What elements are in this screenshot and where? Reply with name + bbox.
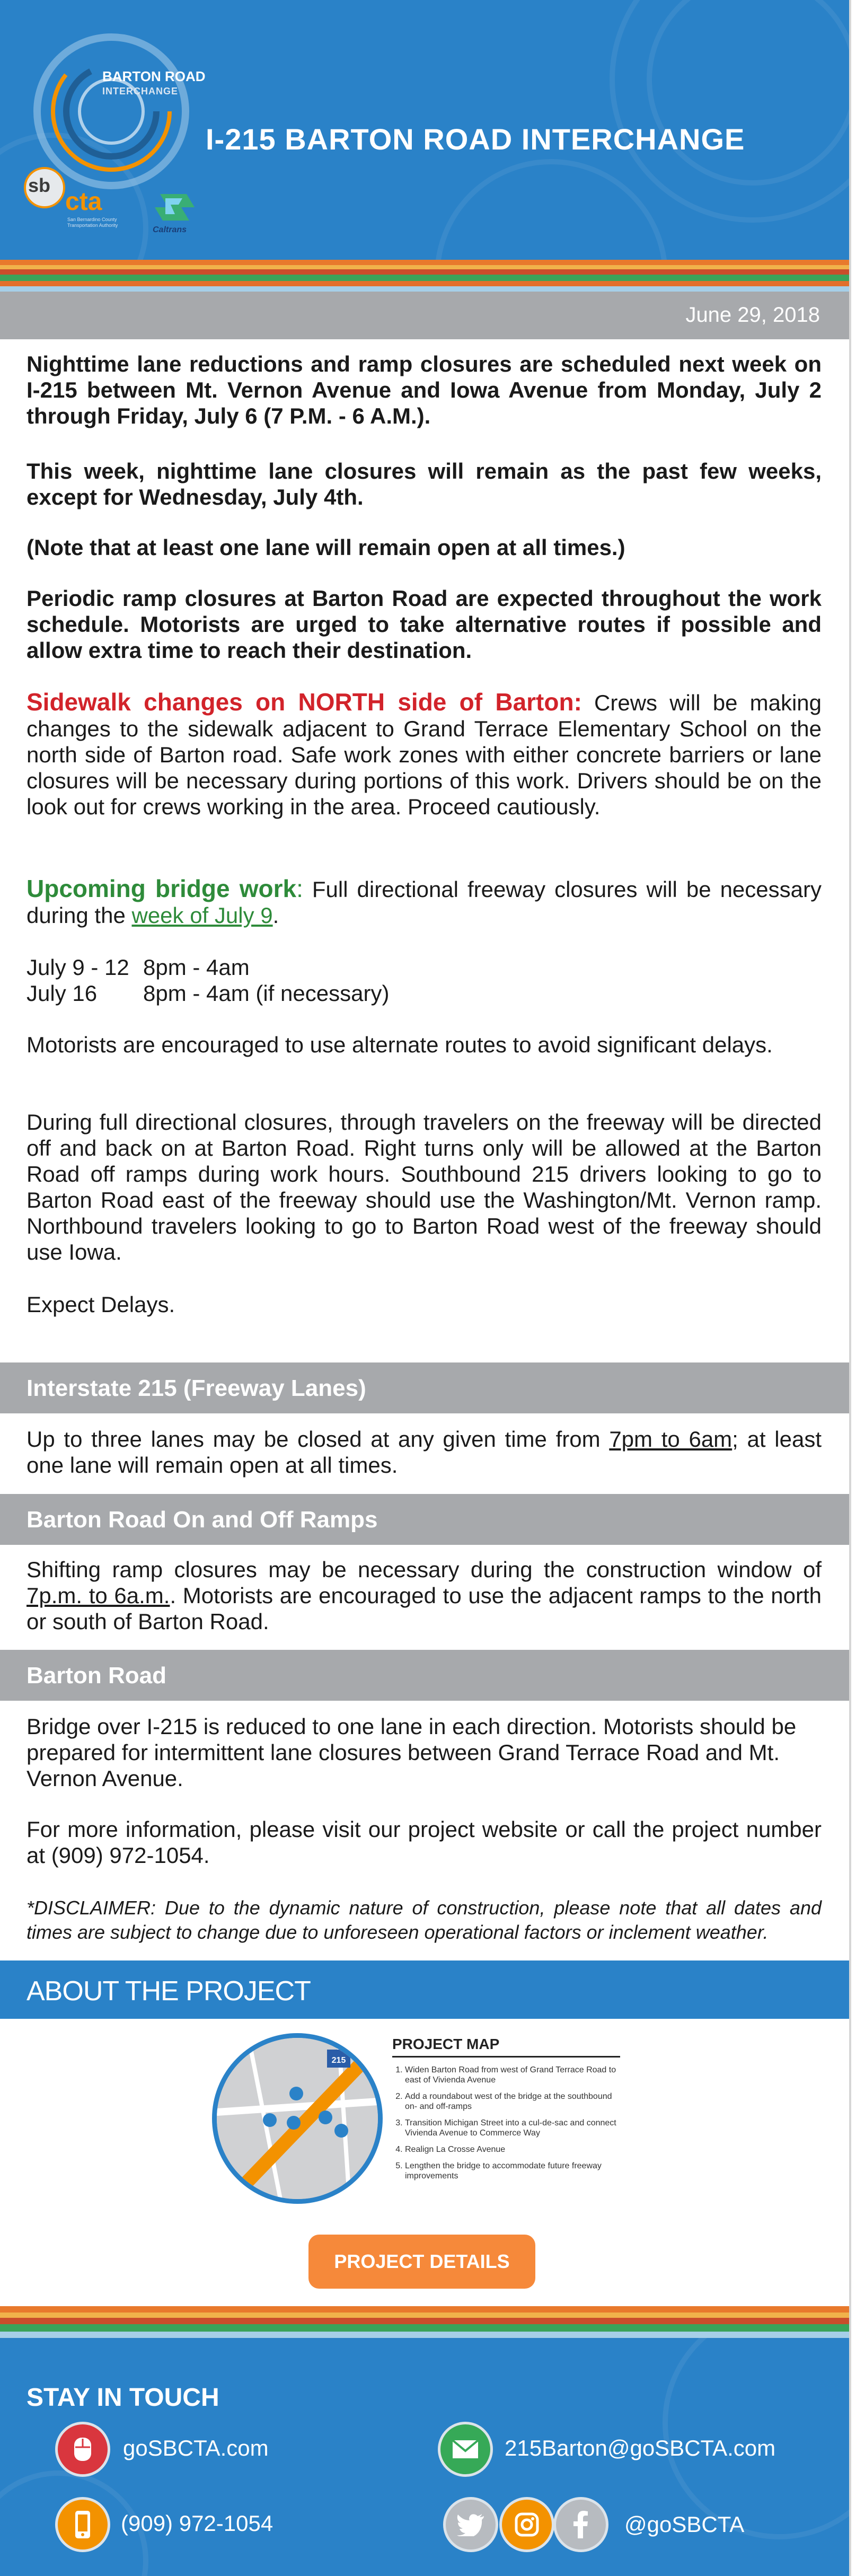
list-item: 4. Realign La Crosse Avenue	[405, 2144, 620, 2155]
alternate-routes-paragraph: Motorists are encouraged to use alternate routes to avoid significant delays.	[27, 1032, 773, 1057]
freeway-paragraph	[27, 1426, 822, 1478]
page-title: I-215 BARTON ROAD INTERCHANGE	[206, 122, 745, 156]
sidewalk-heading: Sidewalk changes on NORTH side of Barton:	[27, 688, 582, 716]
logo-text	[102, 69, 206, 99]
bridge-section	[27, 876, 822, 928]
twitter-icon[interactable]	[443, 2497, 498, 2552]
bridge-text: Full directional freeway closures will be necessary during the	[27, 877, 822, 928]
about-title: ABOUT THE PROJECT	[27, 1976, 311, 2007]
email-link[interactable]: 215Barton@goSBCTA.com	[505, 2436, 776, 2460]
more-info-paragraph: For more information, please visit our project website or call the project number at (909) 972-1054.	[27, 1817, 822, 1868]
section-header-ramps	[0, 1494, 849, 1545]
freeway-text-end: ; at least one lane will remain open at all times.	[27, 1427, 822, 1478]
intro-paragraph-3: (Note that at least one lane will remain open at all times.)	[27, 535, 625, 560]
expect-delays-text: Expect Delays.	[27, 1292, 175, 1317]
bridge-heading-colon: :	[296, 875, 303, 902]
ramps-text-end: . Motorists are encouraged to use the adjacent ramps to the north or south of Barton Road.	[27, 1583, 822, 1634]
week-of-july-9-link[interactable]: week of July 9	[131, 903, 273, 928]
issue-date: June 29, 2018	[685, 303, 820, 327]
schedule-date: July 9 - 12	[27, 955, 129, 980]
bridge-heading: Upcoming bridge work	[27, 875, 297, 902]
sbcta-subtitle: San Bernardino County Transportation Authority	[67, 217, 118, 228]
phone-link[interactable]: (909) 972-1054	[121, 2511, 273, 2536]
intro-paragraph-4: Periodic ramp closures at Barton Road are expected throughout the work schedule. Motorists are urged to take alternative routes if possible and allow extra time to reach their destination.	[27, 586, 822, 663]
bridge-schedule	[27, 954, 822, 1006]
website-icon[interactable]	[55, 2422, 110, 2477]
intro-paragraph-2: This week, nighttime lane closures will remain as the past few weeks, except for Wednesday, July 4th.	[27, 459, 822, 509]
section-header-freeway	[0, 1362, 849, 1413]
intro-paragraph-1: Nighttime lane reductions and ramp closures are scheduled next week on I-215 between Mt. Vernon Avenue and Iowa Avenue from Monday, July 2 through Friday, July 6 (7 P.M. - 6 A.M.).	[27, 351, 822, 428]
stay-in-touch-title: STAY IN TOUCH	[27, 2384, 219, 2412]
barton-paragraph: Bridge over I-215 is reduced to one lane in each direction. Motorists should be prepared for intermittent lane closures between Grand Terrace Road and Mt. Vernon Avenue.	[27, 1714, 797, 1791]
freeway-text: Up to three lanes may be closed at any given time from	[27, 1427, 610, 1452]
project-map-list	[392, 2065, 620, 2181]
section-title-freeway: Interstate 215 (Freeway Lanes)	[27, 1375, 366, 1401]
section-title-barton: Barton Road	[27, 1663, 166, 1689]
schedule-time: 8pm - 4am (if necessary)	[143, 981, 390, 1006]
logo-line-2: INTERCHANGE	[102, 86, 179, 96]
list-item: 3. Transition Michigan Street into a cul-de-sac and connect Vivienda Avenue to Commerce Way	[405, 2118, 620, 2138]
caltrans-label: Caltrans	[153, 225, 187, 234]
project-map-title: PROJECT MAP	[392, 2036, 620, 2058]
closure-detail-paragraph: During full directional closures, through travelers on the freeway will be directed off and back on at Barton Road. Right turns only will be allowed at the Barton Road off ramps during work hours. Southbound 215 drivers looking to go to Barton Road east of the freeway should use the Washington/Mt. Vernon ramp. Northbound travelers looking to go to Barton Road west of the freeway should use Iowa.	[27, 1110, 822, 1264]
logo-line-1: BARTON ROAD	[102, 68, 206, 84]
email-icon[interactable]	[438, 2422, 493, 2477]
freeway-hours: 7pm to 6am	[609, 1427, 733, 1452]
ramps-hours: 7p.m. to 6a.m.	[27, 1583, 170, 1608]
list-item: 5. Lengthen the bridge to accommodate future freeway improvements	[405, 2161, 620, 2181]
disclaimer-text: *DISCLAIMER: Due to the dynamic nature of construction, please note that all dates and times are subject to change due to unforeseen operational factors or inclement weather.	[27, 1897, 822, 1943]
schedule-time: 8pm - 4am	[143, 955, 250, 980]
social-handle[interactable]: @goSBCTA	[624, 2512, 745, 2537]
project-map-panel	[392, 2036, 620, 2187]
bridge-text-end: .	[272, 903, 279, 928]
footer-contact-panel	[0, 2338, 849, 2576]
list-item: 1. Widen Barton Road from west of Grand Terrace Road to east of Vivienda Avenue	[405, 2065, 620, 2085]
facebook-icon[interactable]	[553, 2497, 608, 2552]
project-map-image[interactable]	[212, 2033, 383, 2204]
website-link[interactable]: goSBCTA.com	[123, 2436, 269, 2460]
list-item: 2. Add a roundabout west of the bridge at the southbound on- and off-ramps	[405, 2091, 620, 2112]
ramps-paragraph	[27, 1557, 822, 1634]
section-header-barton	[0, 1650, 849, 1701]
sbcta-cta: cta	[65, 188, 102, 216]
schedule-row	[27, 954, 822, 980]
header-banner	[0, 0, 849, 260]
project-map-icon	[217, 2038, 378, 2199]
ramps-text: Shifting ramp closures may be necessary during the construction window of	[27, 1557, 822, 1582]
schedule-row	[27, 980, 822, 1006]
phone-icon[interactable]	[55, 2497, 110, 2552]
instagram-icon[interactable]	[499, 2497, 554, 2552]
project-details-button[interactable]: PROJECT DETAILS	[308, 2235, 535, 2289]
footer	[0, 2306, 849, 2576]
sidewalk-text: Crews will be making changes to the sidewalk adjacent to Grand Terrace Elementary School on the north side of Barton road. Safe work zones with either concrete barriers or lane closures will be necessary during portions of this work. Drivers should be on the look out for crews working in the area. Proceed cautiously.	[27, 690, 822, 819]
section-title-ramps: Barton Road On and Off Ramps	[27, 1507, 378, 1533]
date-bar	[0, 292, 849, 339]
sidewalk-section	[27, 689, 822, 820]
sbcta-sb: sb	[28, 174, 51, 196]
schedule-date: July 16	[27, 981, 98, 1006]
about-header	[0, 1960, 849, 2019]
map-badge: 215	[331, 2056, 346, 2065]
